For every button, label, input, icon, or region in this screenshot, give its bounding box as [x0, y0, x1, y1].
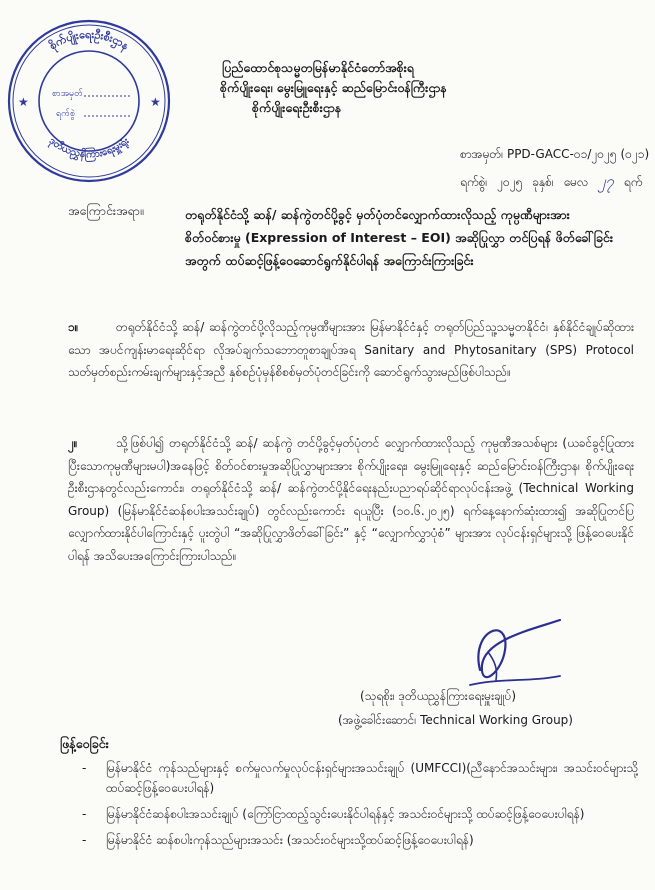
subject-label: အကြောင်းအရာ။	[68, 203, 144, 218]
letterhead-department: စိုက်ပျိုးရေးဦးစီးဌာန	[252, 100, 342, 115]
date-prefix: ရက်စွဲ၊ ၂၀၂၅ ခုနှစ်၊ မေလ	[460, 175, 589, 189]
letterhead-ministry: စိုက်ပျိုးရေး၊ မွေးမြူရေးနှင့် ဆည်မြောင်းဝန်ကြီးဌာန	[220, 80, 447, 95]
distribution-item: - မြန်မာနိုင်ငံဆန်စပါးအသင်းချုပ် (ကြော်ငြာထည့်သွင်းပေးနိုင်ပါရန်နှင့် အသင်းဝင်များသို့ ထပ်ဆင့်ဖြန့်ဝေပေးပါရန်)	[78, 804, 638, 824]
letterhead	[220, 58, 500, 118]
subject-text: တရုတ်နိုင်ငံသို့ ဆန်/ ဆန်ကွဲတင်ပို့ခွင့် မှတ်ပုံတင်လျှောက်ထားလိုသည့် ကုမ္ပဏီများအား စိတ်ဝင်စားမှု (Expression of Interest – EOI) အဆိုပြုလွှာ တင်ပြရန် ဖိတ်ခေါ်ခြင်းအတွက် ထပ်ဆင့်ဖြန့်ဝေဆောင်ရွက်နိုင်ပါရန် အကြောင်းကြားခြင်း	[185, 207, 614, 268]
paragraph-2-number: ၂။	[68, 436, 78, 450]
distribution-title: ဖြန့်ဝေခြင်း	[60, 736, 109, 751]
paragraph-1	[68, 316, 634, 384]
reference-number: စာအမှတ်၊ PPD-GACC-၀၁/၂၀၂၅ (၀၂၁)	[460, 147, 650, 161]
distribution-item: - မြန်မာနိုင်ငံ ကုန်သည်များနှင့် စက်မှုလက်မှုလုပ်ငန်းရှင်များအသင်းချုပ် (UMFCCI)(ညီနောင်အသင်းများ၊ အသင်းဝင်များသို့ ထပ်ဆင့်ဖြန့်ဝေပေးပါရန်)	[78, 758, 638, 798]
stamp-ring-top-text: စိုက်ပျိုးရေးဦးစီးဌာန	[46, 27, 132, 53]
distribution-list	[78, 758, 638, 856]
svg-text:ဒုတိယညွှန်ကြားရေးမှူးရုံး	[45, 135, 133, 163]
stamp-field-no: စာအမှတ်	[52, 89, 83, 99]
paragraph-2-text: သို့ဖြစ်ပါ၍ တရုတ်နိုင်ငံသို့ ဆန်/ ဆန်ကွဲ တင်ပို့ခွင့်မှတ်ပုံတင် လျှောက်ထားလိုသည့် ကုမ္ပဏီအသစ်များ (ယခင်ခွင့်ပြုထားပြီးသောကုမ္ပဏီများမပါ)အနေဖြင့် စိတ်ဝင်စားမှုအဆိုပြုလွှာများအား စိုက်ပျိုးရေး၊ မွေးမြူရေးနှင့် ဆည်မြောင်းဝန်ကြီးဌာန၊ စိုက်ပျိုးရေးဦးစီးဌာနတွင်လည်းကောင်း၊ တရုတ်နိုင်ငံသို့ ဆန်/ ဆန်ကွဲတင်ပို့နိုင်ရေးနည်းပညာရပ်ဆိုင်ရာလုပ်ငန်းအဖွဲ့ (Technical Working Group) (မြန်မာနိုင်ငံဆန်စပါးအသင်းချုပ်) တွင်လည်းကောင်း ရယူပြီး (၁၀.၆.၂၀၂၅) ရက်နေ့နောက်ဆုံးထား၍ အဆိုပြုတင်ပြလျှောက်ထားနိုင်ပါကြောင်းနှင့် ပူးတွဲပါ “အဆိုပြုလွှာဖိတ်ခေါ်ခြင်း” နှင့် “လျှောက်လွှာပုံစံ” များအား လုပ်ငန်းရှင်များသို့ ဖြန့်ဝေပေးနိုင်ပါရန် အသိပေးအကြောင်းကြားပါသည်။	[68, 436, 634, 563]
distribution-item: - မြန်မာနိုင်ငံ ဆန်စပါးကုန်သည်များအသင်း (အသင်းဝင်များသို့ထပ်ဆင့်ဖြန့်ဝေပေးပါရန်)	[78, 830, 638, 850]
svg-text:★: ★	[18, 95, 29, 109]
signatory-name: (သုရစိုး၊ ဒုတိယညွှန်ကြားရေးမှူးချုပ်)	[360, 689, 517, 703]
date-suffix: ရက်	[623, 175, 643, 189]
paragraph-2	[68, 432, 634, 567]
paragraph-1-number: ၁။	[68, 320, 79, 334]
svg-text:★: ★	[150, 95, 161, 109]
stamp-field-date: ရက်စွဲ	[56, 109, 76, 119]
stamp-ring-bottom-text: ဒုတိယညွှန်ကြားရေးမှူးရုံး	[46, 135, 132, 161]
department-seal-stamp	[4, 16, 174, 186]
date-day-handwritten: ၂၇	[598, 172, 614, 190]
letterhead-government: ပြည်ထောင်စုသမ္မတမြန်မာနိုင်ငံတော်အစိုးရ	[222, 60, 414, 75]
signatory-title: (အဖွဲ့ခေါင်းဆောင်၊ Technical Working Group)	[338, 713, 573, 727]
letter-date	[460, 172, 642, 194]
paragraph-1-text: တရုတ်နိုင်ငံသို့ ဆန်/ ဆန်ကွဲတင်ပို့လိုသည့်ကုမ္ပဏီများအား မြန်မာနိုင်ငံနှင့် တရုတ်ပြည်သူ့သမ္မတနိုင်ငံ၊ နှစ်နိုင်ငံချုပ်ဆိုထားသော အပင်ကျန်းမာရေးဆိုင်ရာ လိုအပ်ချက်သဘောတူစာချုပ်အရ Sanitary and Phytosanitary (SPS) Protocol သတ်မှတ်စည်းကမ်းချက်များနှင့်အညီ နှစ်စဉ်ပုံမှန်စိစစ်မှတ်ပုံတင်ခြင်းကို ဆောင်ရွက်သွားမည်ဖြစ်ပါသည်။	[68, 320, 634, 379]
